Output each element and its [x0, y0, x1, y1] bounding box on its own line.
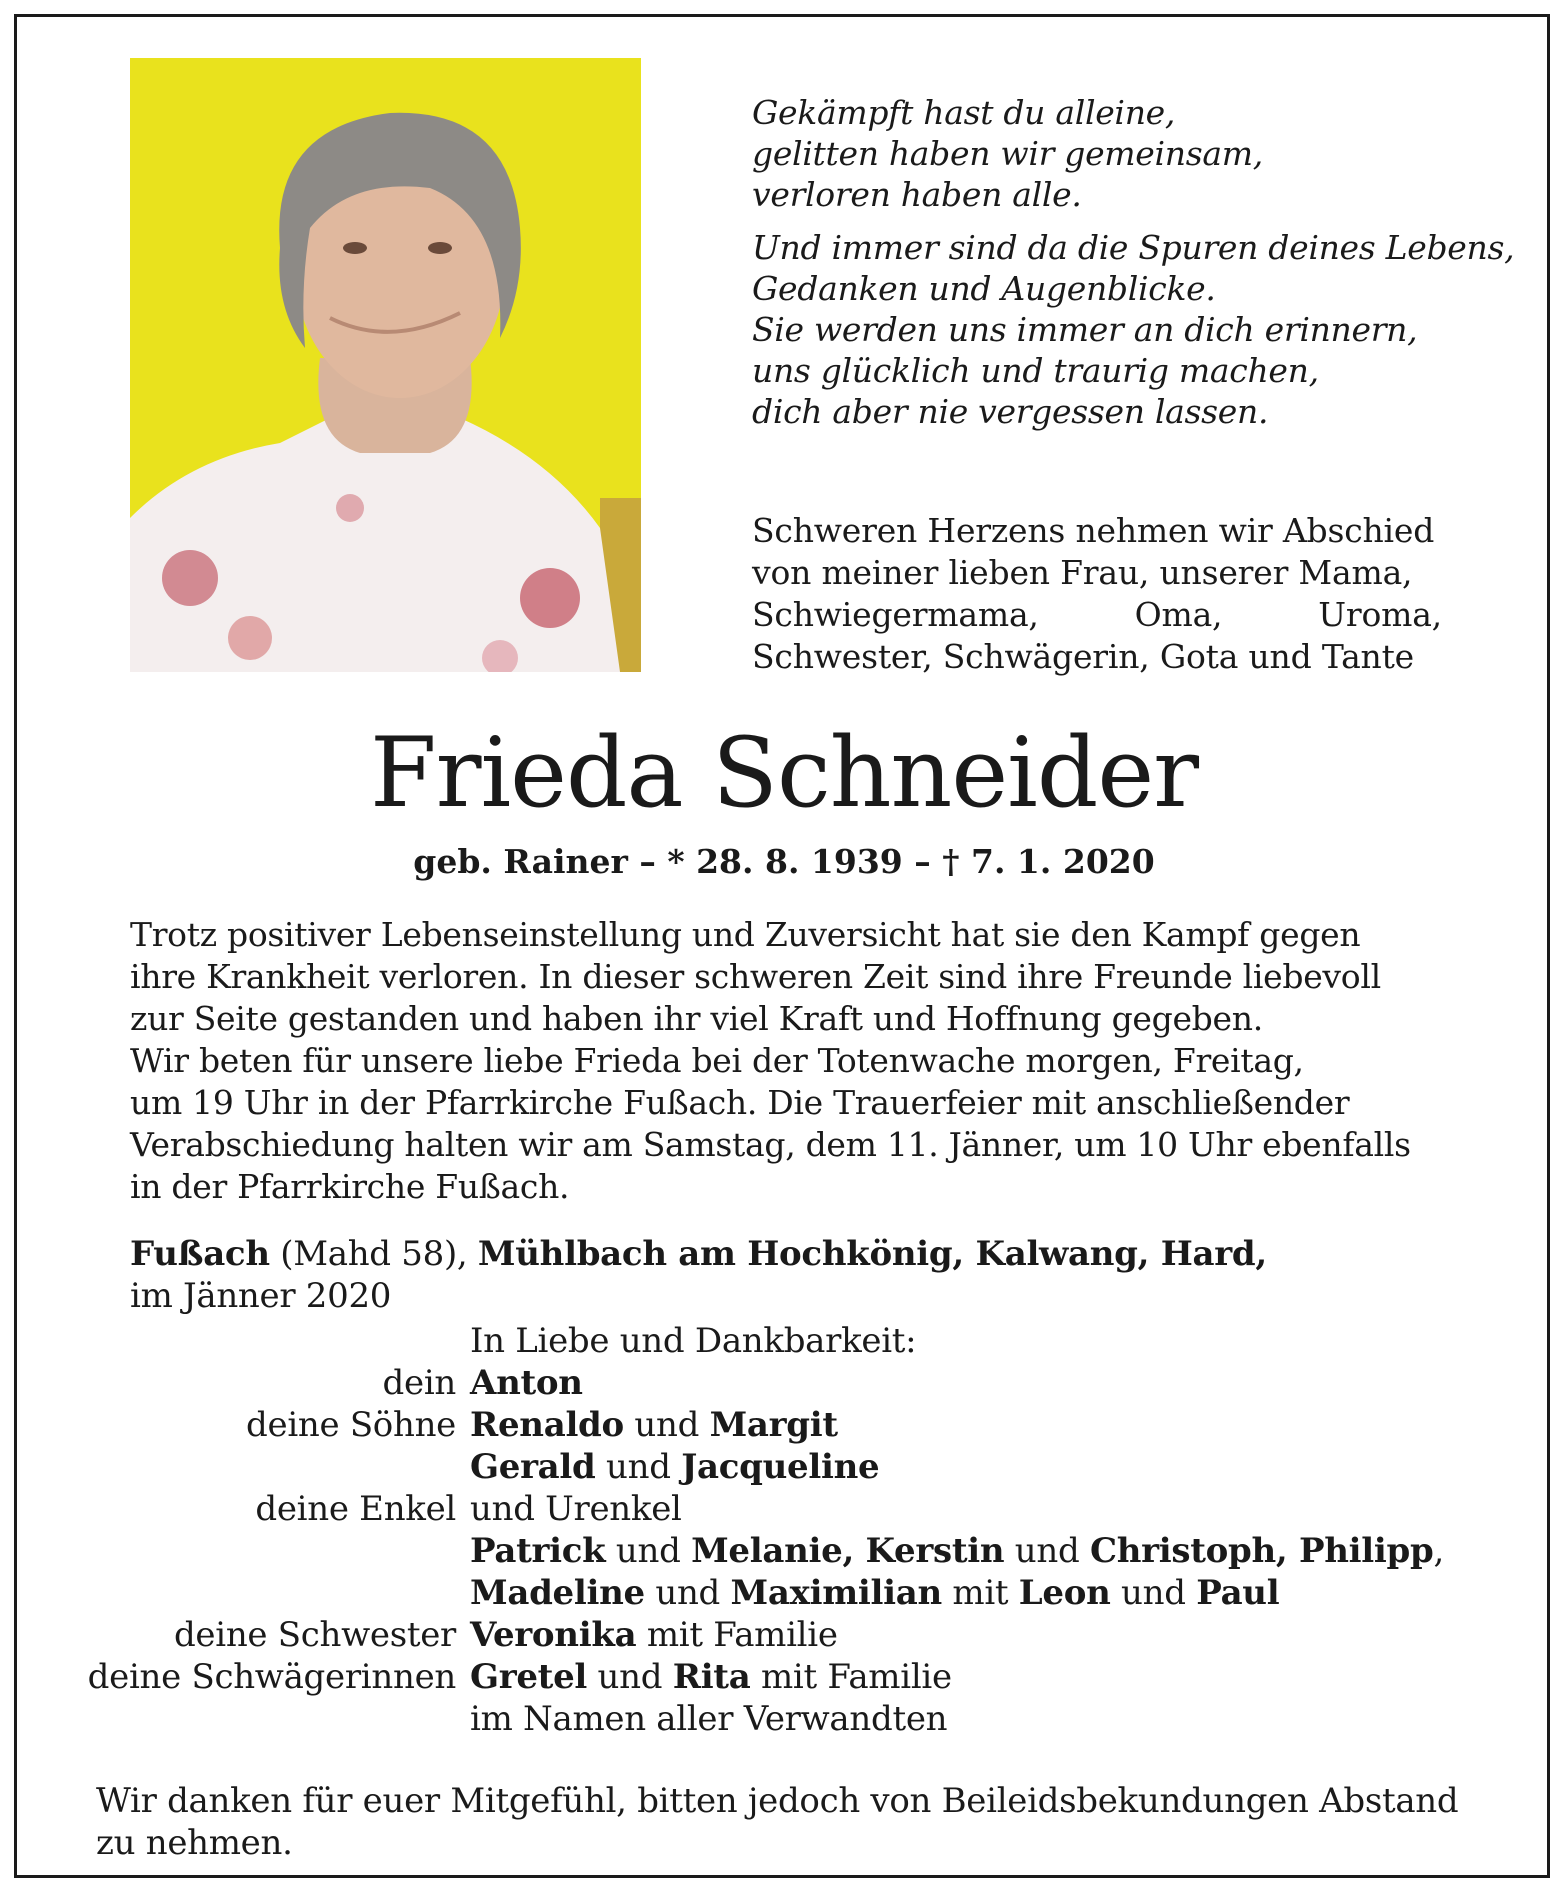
signature-row: [60, 1404, 1510, 1446]
poem-line: Gekämpft hast du alleine,: [752, 93, 1176, 132]
poem-stanza-1: [752, 92, 1472, 215]
address: (Mahd 58),: [269, 1234, 478, 1274]
relation-label: deine Söhne: [246, 1405, 456, 1445]
signature-row: [60, 1530, 1510, 1572]
connector: mit Familie: [750, 1657, 952, 1697]
intro-word: Oma,: [1134, 595, 1223, 634]
connector: und: [605, 1531, 692, 1571]
body-line: in der Pfarrkirche Fußach.: [130, 1167, 570, 1206]
mourner-name: Renaldo: [470, 1405, 624, 1445]
signature-row: [60, 1320, 1510, 1362]
relation-continued: und Urenkel: [470, 1489, 682, 1529]
mourner-name: Anton: [470, 1363, 583, 1403]
mourner-name: Leon: [1018, 1573, 1111, 1613]
deceased-name: Frieda Schneider: [369, 717, 1199, 829]
connector: und: [1110, 1573, 1197, 1613]
intro-line: Schweren Herzens nehmen wir Abschied: [752, 511, 1435, 550]
signature-row: [60, 1698, 1510, 1740]
connector: und: [623, 1405, 710, 1445]
intro-line: [752, 594, 1442, 636]
poem-line: uns glücklich und traurig machen,: [752, 351, 1319, 390]
signature-row: [60, 1572, 1510, 1614]
poem-line: dich aber nie vergessen lassen.: [752, 392, 1269, 431]
mourner-name: Gretel: [470, 1657, 588, 1697]
closing-note: [96, 1780, 1496, 1864]
signature-row: [60, 1656, 1510, 1698]
connector: und: [595, 1447, 682, 1487]
body-line: zur Seite gestanden und haben ihr viel Kraft und Hoffnung gegeben.: [130, 999, 1263, 1038]
connector: und: [644, 1573, 731, 1613]
body-text: [130, 914, 1440, 1208]
signature-row: [60, 1614, 1510, 1656]
body-line: ihre Krankheit verloren. In dieser schweren Zeit sind ihre Freunde liebevoll: [130, 957, 1381, 996]
mourner-name: Melanie, Kerstin: [691, 1531, 1005, 1571]
signature-row: [60, 1446, 1510, 1488]
portrait-photo: [130, 58, 641, 672]
mourner-name: Paul: [1196, 1573, 1280, 1613]
intro-word: Uroma,: [1318, 595, 1442, 634]
poem-stanza-2: [752, 227, 1515, 432]
connector: ,: [1433, 1531, 1444, 1571]
intro-line: von meiner lieben Frau, unserer Mama,: [752, 553, 1413, 592]
closing-line: Wir danken für euer Mitgefühl, bitten jedoch von Beileidsbekundungen Abstand: [96, 1781, 1459, 1821]
mourner-name: Maximilian: [730, 1573, 942, 1613]
body-line: Wir beten für unsere liebe Frieda bei der Totenwache morgen, Freitag,: [130, 1041, 1304, 1080]
body-line: Verabschiedung halten wir am Samstag, dem 11. Jänner, um 10 Uhr ebenfalls: [130, 1125, 1411, 1164]
other-towns: Mühlbach am Hochkönig, Kalwang, Hard,: [477, 1234, 1267, 1274]
intro-line: Schwester, Schwägerin, Gota und Tante: [752, 637, 1414, 676]
poem-line: Gedanken und Augenblicke.: [752, 269, 1216, 308]
signature-footer: im Namen aller Verwandten: [470, 1699, 948, 1739]
connector: und: [1004, 1531, 1090, 1571]
deceased-dates: geb. Rainer – * 28. 8. 1939 – † 7. 1. 2020: [413, 842, 1155, 881]
connector: mit: [941, 1573, 1019, 1613]
town: Fußach: [130, 1234, 270, 1274]
place-line: [130, 1233, 1460, 1275]
signature-row: [60, 1488, 1510, 1530]
mourner-name: Gerald: [470, 1447, 596, 1487]
mourner-name: Jacqueline: [681, 1447, 880, 1487]
mourner-name: Patrick: [470, 1531, 606, 1571]
relation-label: deine Enkel: [255, 1489, 456, 1529]
mourner-name: Madeline: [470, 1573, 645, 1613]
intro-word: Schwiegermama,: [752, 595, 1039, 634]
place-and-date: [130, 1233, 1460, 1317]
date-line: im Jänner 2020: [130, 1276, 392, 1316]
body-line: Trotz positiver Lebenseinstellung und Zuversicht hat sie den Kampf gegen: [130, 915, 1361, 954]
mourner-name: Margit: [709, 1405, 838, 1445]
poem-line: Sie werden uns immer an dich erinnern,: [752, 310, 1418, 349]
mourner-name: Veronika: [470, 1615, 637, 1655]
poem-line: verloren haben alle.: [752, 175, 1082, 214]
relation-label: deine Schwägerinnen: [87, 1657, 456, 1697]
signature-block: [60, 1320, 1510, 1740]
body-line: um 19 Uhr in der Pfarrkirche Fußach. Die Trauerfeier mit anschließender: [130, 1083, 1350, 1122]
farewell-intro: [752, 510, 1442, 678]
signature-heading: In Liebe und Dankbarkeit:: [470, 1321, 917, 1361]
relation-label: deine Schwester: [173, 1615, 456, 1655]
relation-label: dein: [382, 1363, 456, 1403]
mourner-name: Rita: [672, 1657, 751, 1697]
poem: [752, 92, 1515, 444]
connector: mit Familie: [636, 1615, 838, 1655]
mourner-name: Christoph, Philipp: [1089, 1531, 1434, 1571]
poem-line: gelitten haben wir gemeinsam,: [752, 134, 1263, 173]
signature-row: [60, 1362, 1510, 1404]
closing-line: zu nehmen.: [96, 1823, 293, 1863]
poem-line: Und immer sind da die Spuren deines Lebens,: [752, 228, 1515, 267]
connector: und: [587, 1657, 673, 1697]
